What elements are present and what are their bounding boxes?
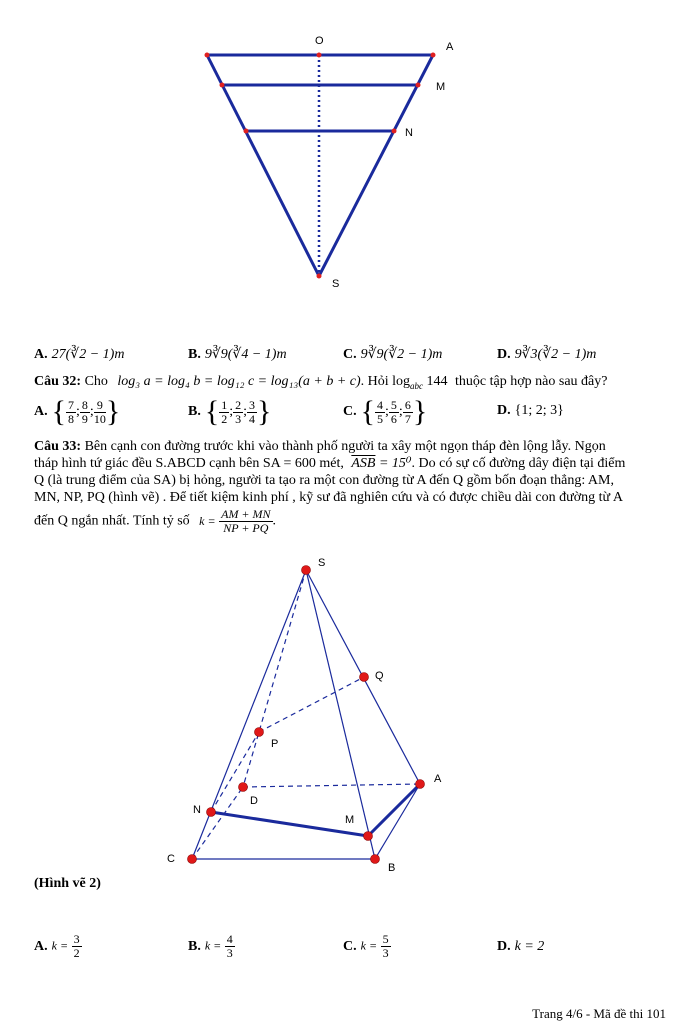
q32-option-d[interactable] [497, 403, 564, 419]
fraction [219, 399, 229, 426]
fraction [94, 399, 106, 426]
fig1-point-O [317, 53, 322, 58]
frac-num: 5 [382, 932, 389, 946]
fig2-label-M: M [345, 814, 355, 826]
brace-right: } [257, 395, 272, 428]
frac-num: 4 [377, 397, 384, 412]
frac-den: 3 [382, 946, 389, 960]
frac-den: 9 [81, 411, 88, 426]
frac-den: 7 [404, 411, 411, 426]
fraction [381, 933, 391, 960]
brace-right: } [412, 395, 428, 428]
fig2-edge-SD [243, 570, 306, 787]
brace-left: { [360, 395, 376, 428]
q33-line2a: tháp hình tứ giác đều S.ABCD cạnh bên SA = 600 mét, [34, 456, 344, 471]
fig2-point-B [371, 855, 380, 864]
brace-right: } [105, 395, 121, 428]
frac-num: 5 [390, 397, 397, 412]
q32-equation: log₃ a = log₄ b = log₁₂ c = log₁₃(a + b + c) [117, 374, 361, 389]
fig2-point-N [207, 808, 216, 817]
fraction [72, 933, 82, 960]
q33-line3: Q (là trung điểm của SA) bị hỏng, người ta tạo ra một con đường từ A đến Q gồm bốn đoạn thẳng: AM, [34, 473, 614, 488]
q32-option-a-letter: A. [34, 404, 48, 420]
q32-option-a[interactable]: A. { $\frac{7}{8}$ ; $\frac{8}{9}$ ; $\frac{9}{10}$ } [34, 395, 121, 428]
q33-line2b: . Do có sự cố đường dây điện tại điểm [411, 456, 626, 471]
fig2-point-M [364, 832, 373, 841]
fig1-edge-right [319, 55, 433, 276]
fraction [80, 399, 90, 426]
q33-ratio-fraction [219, 508, 272, 535]
q33-option-a[interactable] [34, 933, 82, 960]
brace-left: { [51, 395, 67, 428]
frac-num: 4 [226, 932, 233, 946]
q33-line4: MN, NP, PQ (hình vẽ) . Để tiết kiệm kinh phí , kỹ sư đã nghiên cứu và có được chiều dài con đường từ A [34, 490, 623, 505]
q32-option-c-letter: C. [343, 404, 357, 420]
q31-option-d-letter: D. [497, 347, 511, 362]
fig1-point-S [317, 274, 322, 279]
fraction [375, 399, 385, 426]
q33-line5a: đến Q ngắn nhất. Tính tỷ số [34, 513, 190, 529]
q32-question-arg: 144 [426, 374, 448, 389]
q32-option-c[interactable]: C. { $\frac{4}{5}$ ; $\frac{5}{6}$ ; $\frac{6}{7}$ } [343, 395, 428, 428]
fig2-label-P: P [271, 738, 279, 750]
q32-question-a: . Hỏi [360, 374, 389, 389]
fig1-point-M [416, 83, 421, 88]
fig2-caption: (Hình vẽ 2) [34, 876, 101, 891]
q33-option-d[interactable] [497, 939, 544, 955]
brace-left: { [204, 395, 220, 428]
q33-angle: $\overline{ASB}$ [351, 456, 376, 471]
fig1-label-N: N [405, 127, 413, 139]
fig2-point-C [188, 855, 197, 864]
q32-question-b: thuộc tập hợp nào sau đây? [455, 374, 608, 389]
q33-ratio-num: AM + MN [221, 507, 271, 521]
frac-num: 7 [68, 397, 75, 412]
q33-line1: Bên cạnh con đường trước khi vào thành phố người ta xây một ngọn tháp đèn lộng lẫy. Ngọn [84, 439, 606, 454]
q31-option-a[interactable] [34, 346, 124, 363]
q33-option-a-letter: A. [34, 938, 48, 954]
q32-option-b[interactable]: B. { $\frac{1}{2}$ ; $\frac{2}{3}$ ; $\frac{3}{4}$ } [188, 395, 272, 428]
fig2-label-Q: Q [375, 670, 384, 682]
fig1-point [220, 83, 225, 88]
q31-option-b[interactable] [188, 346, 287, 363]
q31-option-c-text: 9∛9(∛2 − 1)m [360, 347, 443, 362]
frac-den: 10 [93, 411, 106, 426]
q33-label: Câu 33: [34, 439, 82, 454]
fig2-label-C: C [167, 853, 175, 865]
q33-option-a-lhs: k = [51, 938, 69, 953]
q33-angle-value: = 15⁰ [378, 456, 412, 471]
q31-option-a-letter: A. [34, 347, 48, 362]
frac-den: 4 [249, 411, 256, 426]
fraction [389, 399, 399, 426]
q32-label: Câu 32: [34, 374, 82, 389]
q33-ratio-lhs: k = [199, 513, 216, 528]
fraction [225, 933, 235, 960]
figure-1-cone [0, 0, 700, 300]
frac-den: 3 [235, 411, 242, 426]
frac-den: 8 [68, 411, 75, 426]
fig2-label-D: D [250, 795, 258, 807]
q31-option-d[interactable] [497, 346, 596, 363]
fraction [403, 399, 413, 426]
q33-ratio-den: NP + PQ [223, 521, 269, 535]
fig1-label-A: A [446, 41, 454, 53]
frac-num: 8 [81, 397, 88, 412]
q33-option-b-lhs: k = [204, 938, 222, 953]
q31-option-b-text: 9∛9(∛4 − 1)m [204, 347, 287, 362]
q33-option-b-letter: B. [188, 938, 201, 954]
fig2-point-Q [360, 673, 369, 682]
q31-option-c-letter: C. [343, 347, 357, 362]
q33-option-c[interactable] [343, 933, 391, 960]
figure-2-pyramid [0, 550, 700, 880]
fig2-path-PQ [259, 677, 364, 732]
q32-stem [34, 373, 674, 395]
fig2-point-D [239, 783, 248, 792]
fig2-label-A: A [434, 773, 442, 785]
q33-option-d-letter: D. [497, 939, 511, 954]
frac-den: 2 [221, 411, 228, 426]
q33-line5b: . [272, 513, 277, 529]
fig2-edge-DA [243, 784, 420, 787]
q32-option-b-letter: B. [188, 404, 201, 420]
page-footer: Trang 4/6 - Mã đề thi 101 [532, 1006, 666, 1021]
fig2-edge-CD [192, 787, 243, 859]
fig1-label-O: O [315, 35, 324, 47]
fig1-label-S: S [332, 278, 340, 290]
frac-num: 6 [404, 397, 411, 412]
fraction [66, 399, 76, 426]
frac-den: 6 [390, 411, 397, 426]
fig2-label-B: B [388, 862, 396, 874]
fig2-point-S [302, 566, 311, 575]
fig2-edge-SB [306, 570, 375, 859]
frac-num: 3 [73, 932, 80, 946]
frac-den: 3 [226, 946, 233, 960]
q32-prefix: Cho [84, 374, 108, 389]
fig1-point-A [431, 53, 436, 58]
q33-answer-row [0, 933, 700, 967]
q31-option-d-text: 9∛3(∛2 − 1)m [514, 347, 597, 362]
q31-option-a-text: 27(∛2 − 1)m [51, 347, 125, 362]
q33-option-d-text: k = 2 [514, 939, 545, 954]
q31-option-c[interactable] [343, 346, 442, 363]
q32-question-base: abc [410, 380, 424, 391]
fig1-point [244, 129, 249, 134]
frac-den: 5 [377, 411, 384, 426]
fig1-label-M: M [436, 81, 446, 93]
frac-num: 3 [249, 397, 256, 412]
q33-stem [34, 438, 674, 535]
q33-option-c-letter: C. [343, 938, 357, 954]
fig2-point-A [416, 780, 425, 789]
q32-question-log: log [392, 374, 411, 389]
frac-den: 2 [73, 946, 80, 960]
fraction [247, 399, 257, 426]
fig2-label-N: N [193, 804, 201, 816]
frac-num: 1 [221, 397, 228, 412]
fig2-label-S: S [318, 557, 326, 569]
fraction [233, 399, 243, 426]
frac-num: 9 [94, 399, 106, 413]
q32-answer-row [0, 395, 700, 435]
fig2-point-P [255, 728, 264, 737]
q33-option-b[interactable] [188, 933, 235, 960]
q32-option-d-letter: D. [497, 403, 511, 418]
q32-option-d-text: {1; 2; 3} [514, 403, 564, 418]
q31-answer-row [0, 346, 700, 366]
fig1-point-N [392, 129, 397, 134]
fig1-edge-left [207, 55, 319, 276]
q31-option-b-letter: B. [188, 347, 201, 362]
fig1-point [205, 53, 210, 58]
frac-num: 2 [235, 397, 242, 412]
q33-option-c-lhs: k = [360, 938, 378, 953]
